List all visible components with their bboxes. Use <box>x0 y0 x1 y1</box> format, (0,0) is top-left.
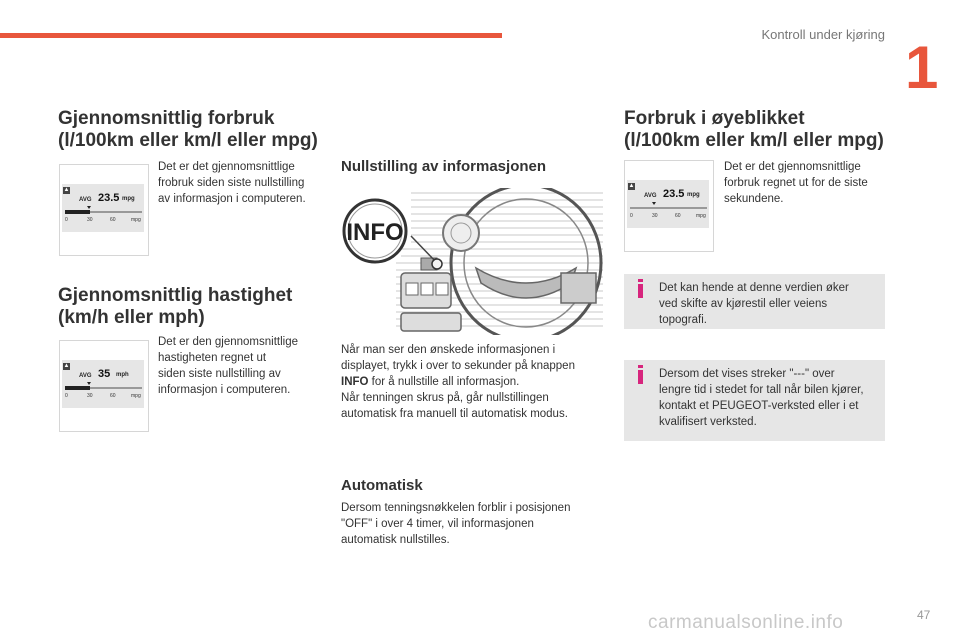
reset-text: Når man ser den ønskede informasjonen i displayet, trykk i over to sekunder på knappen INFO for å nullstille all informasjon. Når tenningen skrus på, går nullstillingen automatisk fra manuell til automatisk modus. <box>341 344 575 420</box>
avg-consumption-display: ▲ AVG 23.5 mpg 0 30 60 mpg <box>59 164 149 256</box>
warning-icon: ▲ <box>63 187 70 193</box>
info-icon <box>638 370 643 384</box>
note-2-text: Dersom det vises streker "---" over lengre tid i stedet for tall når bilen kjører, kontakt et PEUGEOT-verksted eller i et kvalifisert verksted. <box>659 368 864 428</box>
chapter-number: 1 <box>905 34 939 101</box>
avg-speed-title: Gjennomsnittlig hastighet (km/h eller mph) <box>58 285 293 328</box>
avg-speed-display: ▲ AVG 35 mph 0 30 60 mpg <box>59 340 149 432</box>
warning-icon: ▲ <box>63 363 70 369</box>
instant-consumption-title: Forbruk i øyeblikket (l/100km eller km/l eller mpg) <box>624 108 884 151</box>
info-icon <box>638 284 643 298</box>
note-box-1 <box>624 274 885 329</box>
note-box-2 <box>624 360 885 441</box>
marker-icon <box>87 382 91 385</box>
warning-icon: ▲ <box>628 183 635 189</box>
automatic-text: Dersom tenningsnøkkelen forblir i posisjonen "OFF" i over 4 timer, vil informasjonen automatisk nullstilles. <box>341 502 571 546</box>
note-1-text: Det kan hende at denne verdien øker ved skifte av kjørestil eller veiens topografi. <box>659 282 849 326</box>
avg-consumption-text: Det er det gjennomsnittlige frobruk siden siste nullstilling av informasjon i computeren. <box>158 161 306 205</box>
avg-consumption-title: Gjennomsnittlig forbruk (l/100km eller km/l eller mpg) <box>58 108 318 151</box>
marker-icon <box>652 202 656 205</box>
instant-consumption-text: Det er det gjennomsnittlige forbruk regnet ut for de siste sekundene. <box>724 161 868 205</box>
reset-title: Nullstilling av informasjonen <box>341 158 547 175</box>
section-title: Kontroll under kjøring <box>761 27 885 42</box>
page-number: 47 <box>917 608 931 622</box>
instant-consumption-display: ▲ AVG 23.5 mpg 0 30 60 mpg <box>624 160 714 252</box>
dashboard-illustration <box>341 188 603 335</box>
avg-speed-text: Det er den gjennomsnittlige hastigheten regnet ut siden siste nullstilling av informasjon i computeren. <box>158 336 298 396</box>
marker-icon <box>87 206 91 209</box>
automatic-title: Automatisk <box>341 477 423 494</box>
info-button-label: INFO <box>346 219 404 246</box>
top-accent-bar <box>0 33 502 38</box>
watermark: carmanualsonline.info <box>648 612 844 633</box>
